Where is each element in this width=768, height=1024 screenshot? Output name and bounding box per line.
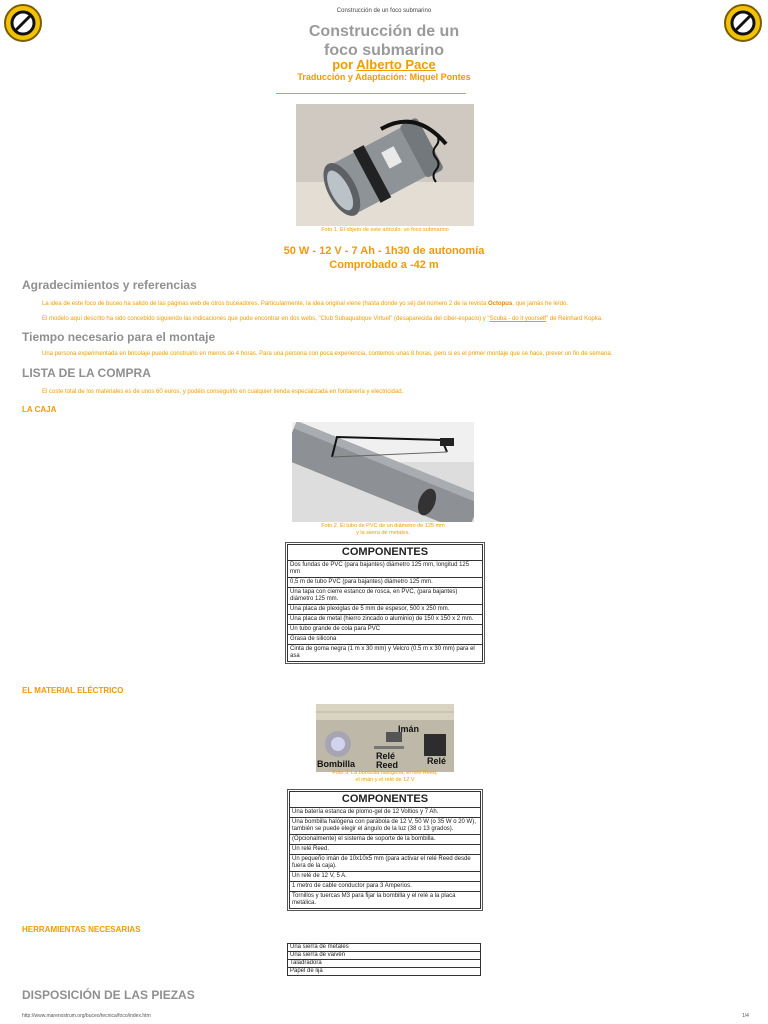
author-line (0, 57, 768, 72)
ack-paragraph-1 (42, 300, 742, 308)
table-row: Una sierra de metales (288, 944, 481, 952)
photo2-caption-line-1: Foto 2. El tubo de PVC de un diámetro de 125 mm (321, 523, 445, 529)
page-title (0, 22, 768, 60)
table-row: Tornillos y tuercas M3 para fijar la bombilla y el relé a la placa metálica. (290, 892, 481, 909)
subsection-electric-heading: EL MATERIAL ELÉCTRICO (22, 686, 124, 695)
table-row: Una tapa con cierre estanco de rosca, en PVC, (para bajantes) diámetro 125 mm. (288, 588, 483, 605)
time-paragraph: Una persona experimentada en bricolaje puede construirlo en menos de 4 horas. Para una persona con poca experiencia, contemos unas 8 horas, pero si es el primer montaje que se hace, prever un fin de semana. (42, 351, 613, 357)
components-electric-table (289, 791, 481, 909)
subsection-tools-heading: HERRAMIENTAS NECESARIAS (22, 925, 141, 934)
table-row: Cinta de goma negra (1 m x 30 mm) y Velcro (0.5 m x 30 mm) para el asa (288, 645, 483, 662)
photo-electric-parts (316, 704, 454, 772)
scuba-link[interactable]: Scuba - do it yourself (489, 316, 546, 322)
components-header: COMPONENTES (290, 792, 481, 808)
table-row: Una placa de plexiglas de 5 mm de espesor, 500 x 250 mm. (288, 605, 483, 615)
translation-line: Traducción y Adaptación: Miquel Pontes (297, 72, 471, 82)
spec-line-1: 50 W - 12 V - 7 Ah - 1h30 de autonomía (283, 245, 485, 257)
ack-p1-end: , que jamás he leído. (512, 301, 568, 307)
section-shopping-heading: LISTA DE LA COMPRA (22, 366, 151, 380)
section-time-heading: Tiempo necesario para el montaje (22, 330, 216, 344)
octopus-text: Octopus (487, 301, 513, 307)
table-row: Una placa de metal (hierro zincado o aluminio) de 150 x 150 x 2 mm. (288, 615, 483, 625)
ack-p1-text: La idea de este foco de buceo ha salido de las páginas web de otros buceadores. Particularmente, la idea original viene (hasta donde yo sé) del número 2 de la revista (42, 301, 488, 307)
table-row: Una bombilla halógena con parábola de 12 V, 50 W (o 35 W o 20 W), también se puede elegir el ángulo de la luz (38 o 13 grados). (290, 818, 481, 835)
title-line-1: Construcción de un (308, 23, 460, 40)
header-divider (276, 93, 466, 94)
label-rele-reed-line-2: Reed (376, 760, 399, 770)
label-iman: Imán (398, 724, 420, 734)
ack-paragraph-2 (42, 315, 762, 323)
table-row: 0,5 m de tubo PVC (para bajantes) diámetro 125 mm. (288, 578, 483, 588)
photo2-caption-line-2: y la sierra de metales. (356, 530, 410, 536)
photo3-caption (316, 770, 454, 784)
spec-line-2: Comprobado a -42 m (329, 259, 439, 271)
section-ack-heading: Agradecimientos y referencias (22, 278, 197, 292)
photo3-caption-line-2: el imán y el relé de 12 V (355, 777, 415, 783)
table-row: Una sierra de vaivén (288, 952, 481, 960)
components-box-table-frame (285, 542, 485, 664)
table-row: Un tubo grande de cola para PVC (288, 625, 483, 635)
table-row: Grasa de silicona (288, 635, 483, 645)
table-row: Papel de lija (288, 968, 481, 976)
label-rele: Relé (427, 756, 447, 766)
table-row: Una batería estanca de plomo-gel de 12 Voltios y 7 Ah. (290, 808, 481, 818)
by-prefix: por (332, 57, 357, 72)
ack-p2-end: " de Reinhard Kopka. (545, 316, 603, 322)
table-row: Taladradora (288, 960, 481, 968)
section-layout-heading: DISPOSICIÓN DE LAS PIEZAS (22, 988, 195, 1002)
shopping-paragraph: El coste total de los materiales es de unos 60 euros, y podéis conseguirlo en cualquier tienda especializada en fontanería y electricidad. (42, 389, 404, 395)
table-row: Un relé de 12 V, 5 A. (290, 872, 481, 882)
label-bombilla: Bombilla (317, 759, 356, 769)
photo1-caption: Foto 1. El objeto de este artículo: un foco submarino (321, 227, 449, 233)
author-link[interactable]: Alberto Pace (356, 57, 436, 72)
photo-pvc-tube (292, 422, 474, 522)
footer-page-number: 1/4 (742, 1013, 749, 1019)
photo2-caption (292, 523, 474, 537)
table-row: 1 metro de cable conductor para 3 Amperios. (290, 882, 481, 892)
components-box-table (287, 544, 483, 662)
document-title: Construcción de un foco submarino (336, 8, 432, 14)
tools-table (287, 943, 481, 976)
title-line-2: foco submarino (323, 42, 444, 59)
components-electric-table-frame (287, 789, 483, 911)
photo-lamp (296, 104, 474, 226)
table-row: (Opcionalmente) el sistema de soporte de la bombilla. (290, 835, 481, 845)
subsection-box-heading: LA CAJA (22, 405, 57, 414)
photo3-caption-line-1: Foto 3. La bombilla halógena, el relé Reed, (332, 770, 438, 776)
components-header: COMPONENTES (288, 545, 483, 561)
ack-p2-text: El modelo aquí descrito ha sido concebido siguiendo las indicaciones que pude encontrar en dos webs, "Club Subaquatique Virtuel" (desaparecida del ciber-espacio) y " (42, 316, 490, 322)
table-row: Un pequeño imán de 10x10x5 mm (para activar el relé Reed desde fuera de la caja). (290, 855, 481, 872)
label-rele-reed (376, 752, 398, 770)
footer-url[interactable]: http://www.marenostrum.org/buceo/tecnica/foco/index.htm (22, 1013, 151, 1019)
table-row: Dos fundas de PVC (para bajantes) diámetro 125 mm, longitud 125 mm (288, 561, 483, 578)
table-row: Un relé Reed. (290, 845, 481, 855)
label-rele-reed-line-1: Relé (376, 751, 396, 761)
